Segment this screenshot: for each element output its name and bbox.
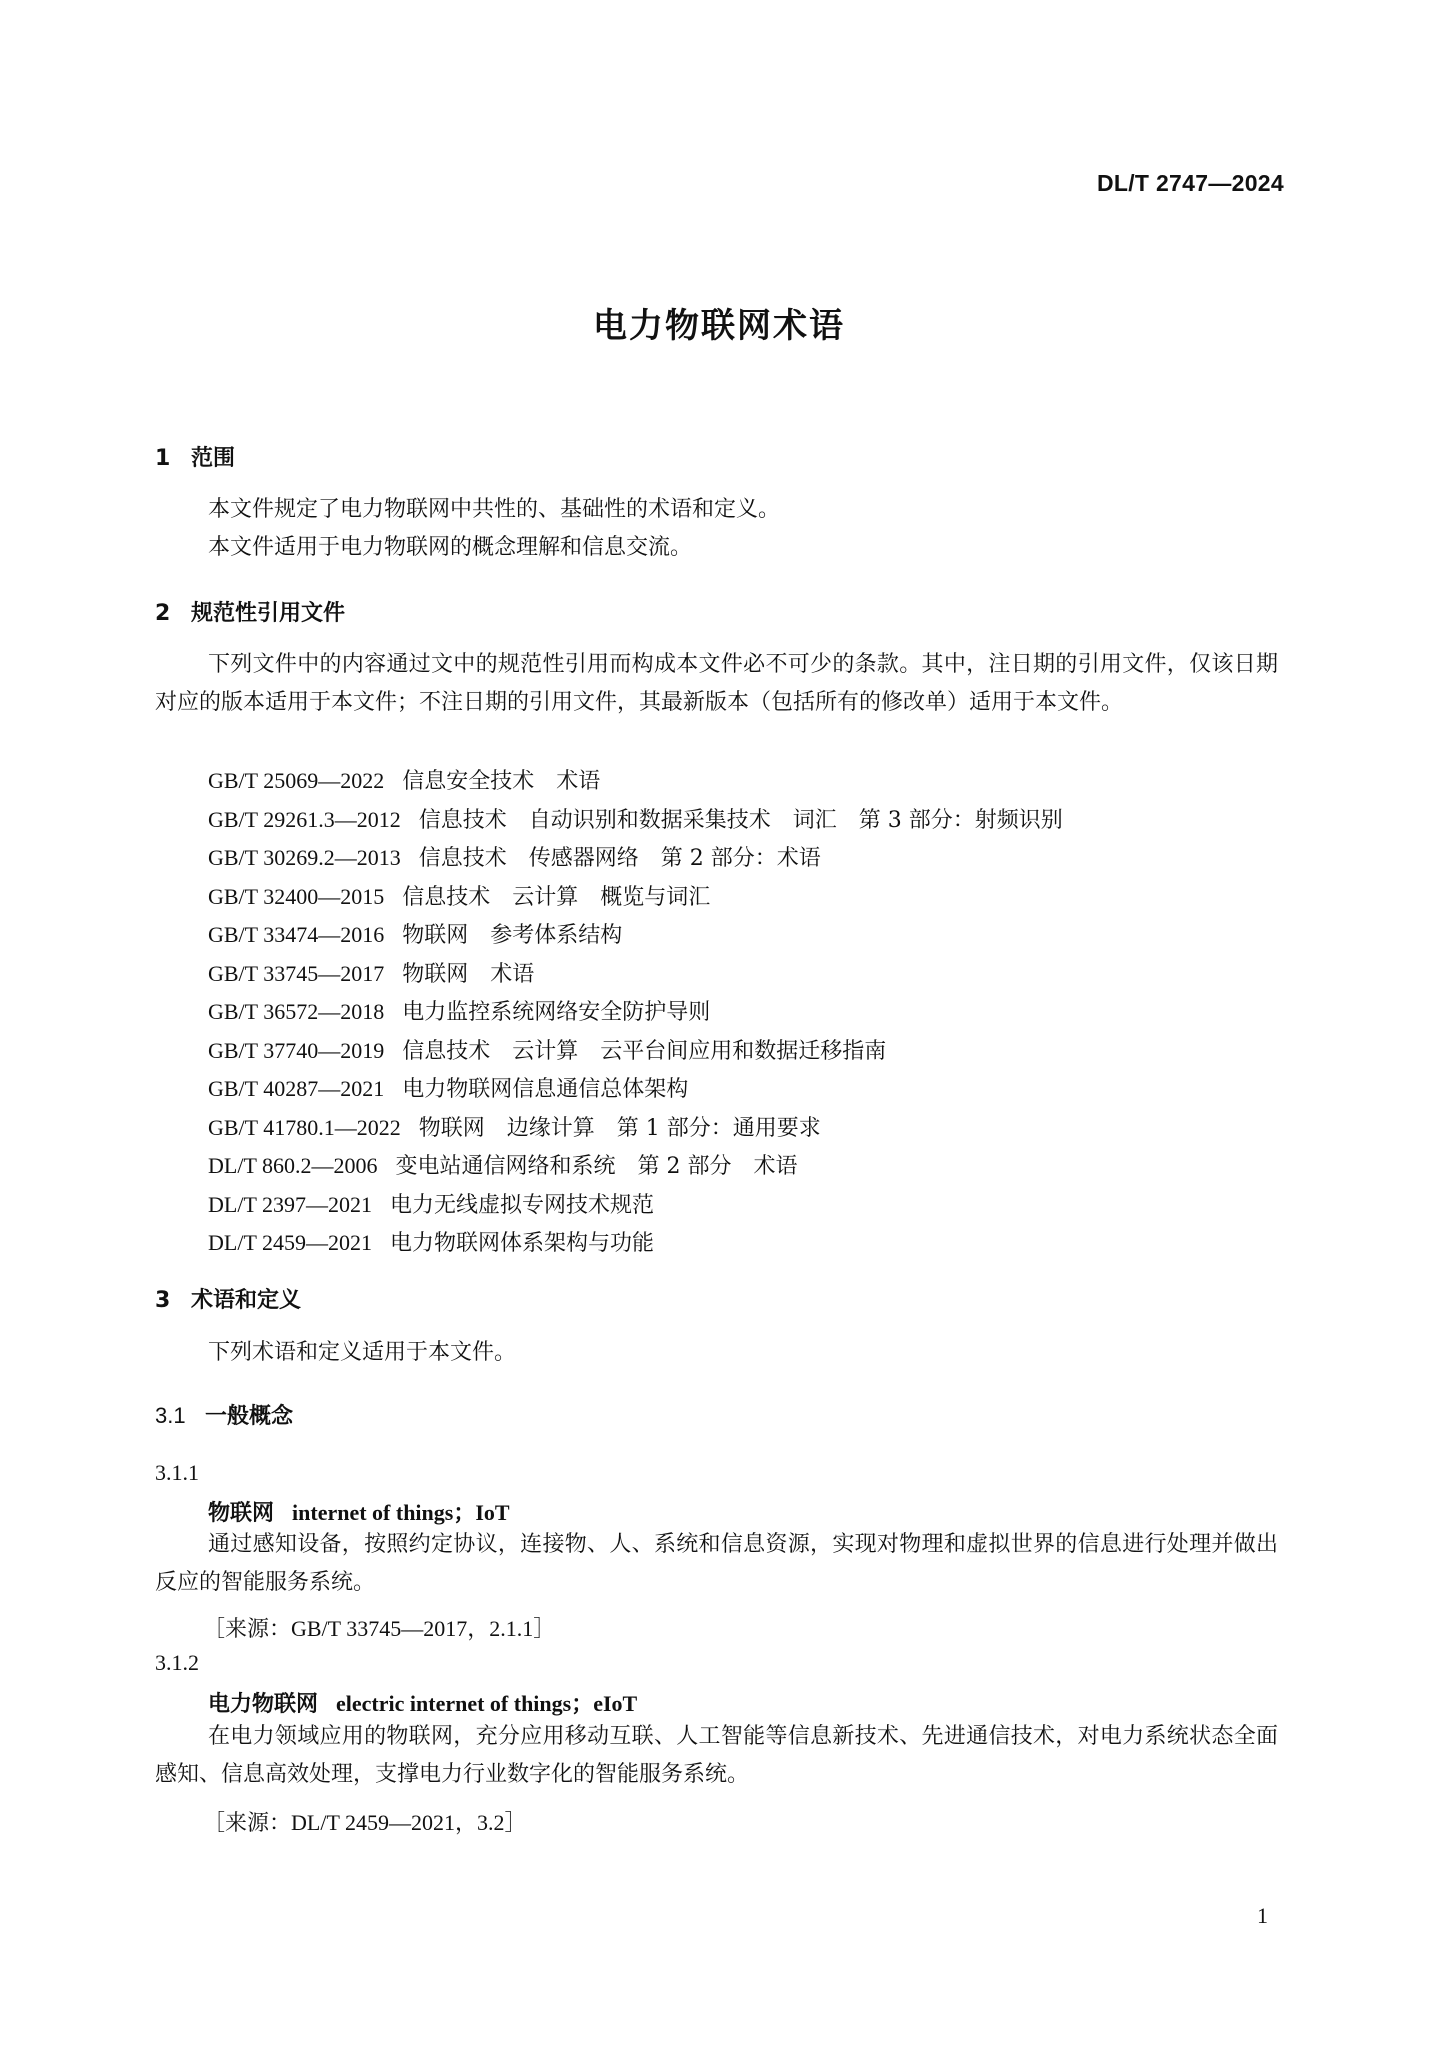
reference-item [208, 878, 1063, 917]
subsection-3-1-heading [155, 1399, 293, 1430]
section-title: 术语和定义 [191, 1288, 302, 1313]
reference-item [208, 955, 1063, 994]
reference-item [208, 1032, 1063, 1071]
reference-name: 电力物联网体系架构与功能 [389, 1231, 654, 1256]
section-number: 2 [155, 601, 171, 626]
reference-code: GB/T 33745—2017 [208, 960, 385, 986]
reference-code: DL/T 2397—2021 [208, 1191, 372, 1217]
document-title: 电力物联网术语 [593, 306, 845, 346]
reference-name: 信息技术 传感器网络 第 2 部分：术语 [418, 846, 821, 871]
reference-name: 信息技术 云计算 概览与词汇 [402, 884, 711, 910]
reference-code: GB/T 29261.3—2012 [208, 806, 401, 832]
reference-list [208, 762, 1063, 1263]
term-heading [208, 1496, 510, 1527]
reference-code: DL/T 2459—2021 [208, 1230, 372, 1255]
term-chinese: 物联网 [208, 1501, 275, 1526]
term-chinese: 电力物联网 [208, 1692, 319, 1717]
reference-item [208, 1186, 1063, 1225]
term-english: internet of things；IoT [292, 1500, 510, 1525]
reference-name: 电力监控系统网络安全防护导则 [402, 1000, 711, 1025]
subsection-title: 一般概念 [205, 1404, 294, 1429]
reference-name: 物联网 参考体系结构 [402, 923, 623, 948]
reference-code: GB/T 32400—2015 [208, 883, 385, 909]
section-2-heading [155, 596, 345, 627]
term-number: 3.1.2 [155, 1650, 199, 1675]
term-definition: 在电力领域应用的物联网，充分应用移动互联、人工智能等信息新技术、先进通信技术，对电力系统状态全面感知、信息高效处理，支撑电力行业数字化的智能服务系统。 [155, 1724, 1278, 1787]
reference-item [208, 839, 1063, 878]
reference-code: GB/T 36572—2018 [208, 999, 385, 1024]
reference-name: 物联网 术语 [402, 961, 535, 987]
document-code: DL/T 2747—2024 [1096, 170, 1284, 196]
reference-item [208, 993, 1063, 1032]
term-english: electric internet of things；eIoT [336, 1691, 638, 1716]
section-3-heading [155, 1283, 301, 1314]
term-number: 3.1.1 [155, 1460, 199, 1485]
reference-item [208, 1109, 1063, 1148]
scope-paragraph-2: 本文件适用于电力物联网的概念理解和信息交流。 [208, 535, 693, 560]
reference-name: 信息技术 云计算 云平台间应用和数据迁移指南 [402, 1038, 887, 1064]
references-intro: 下列文件中的内容通过文中的规范性引用而构成本文件必不可少的条款。其中，注日期的引用文件，仅该日期对应的版本适用于本文件；不注日期的引用文件，其最新版本（包括所有的修改单）适用于本文件。 [155, 652, 1278, 715]
term-source: ［来源：GB/T 33745—2017，2.1.1］ [203, 1616, 556, 1641]
reference-code: GB/T 37740—2019 [208, 1037, 385, 1063]
reference-name: 电力物联网信息通信总体架构 [402, 1077, 689, 1102]
term-definition: 通过感知设备，按照约定协议，连接物、人、系统和信息资源，实现对物理和虚拟世界的信息进行处理并做出反应的智能服务系统。 [155, 1532, 1278, 1595]
term-heading [208, 1687, 637, 1718]
reference-item [208, 1147, 1063, 1186]
reference-item [208, 916, 1063, 955]
reference-code: GB/T 40287—2021 [208, 1076, 385, 1101]
reference-code: DL/T 860.2—2006 [208, 1153, 378, 1178]
reference-item [208, 762, 1063, 801]
reference-name: 信息安全技术 术语 [402, 769, 601, 794]
term-source: ［来源：DL/T 2459—2021，3.2］ [203, 1810, 527, 1835]
reference-item [208, 1224, 1063, 1263]
reference-code: GB/T 25069—2022 [208, 768, 385, 793]
section-title: 范围 [191, 446, 236, 471]
reference-item [208, 801, 1063, 840]
section-number: 1 [155, 446, 171, 471]
reference-code: GB/T 33474—2016 [208, 922, 385, 947]
reference-name: 物联网 边缘计算 第 1 部分：通用要求 [418, 1115, 821, 1141]
page-number: 1 [1257, 1903, 1268, 1928]
scope-paragraph-1: 本文件规定了电力物联网中共性的、基础性的术语和定义。 [208, 497, 781, 522]
reference-name: 变电站通信网络和系统 第 2 部分 术语 [395, 1154, 798, 1179]
section-1-heading [155, 441, 235, 472]
section-number: 3 [155, 1288, 171, 1313]
reference-name: 信息技术 自动识别和数据采集技术 词汇 第 3 部分：射频识别 [418, 807, 1063, 833]
reference-name: 电力无线虚拟专网技术规范 [389, 1192, 654, 1218]
terms-intro: 下列术语和定义适用于本文件。 [208, 1340, 517, 1365]
subsection-number: 3.1 [155, 1403, 186, 1428]
reference-code: GB/T 41780.1—2022 [208, 1114, 401, 1140]
section-title: 规范性引用文件 [191, 601, 346, 626]
reference-code: GB/T 30269.2—2013 [208, 845, 401, 870]
reference-item [208, 1070, 1063, 1109]
